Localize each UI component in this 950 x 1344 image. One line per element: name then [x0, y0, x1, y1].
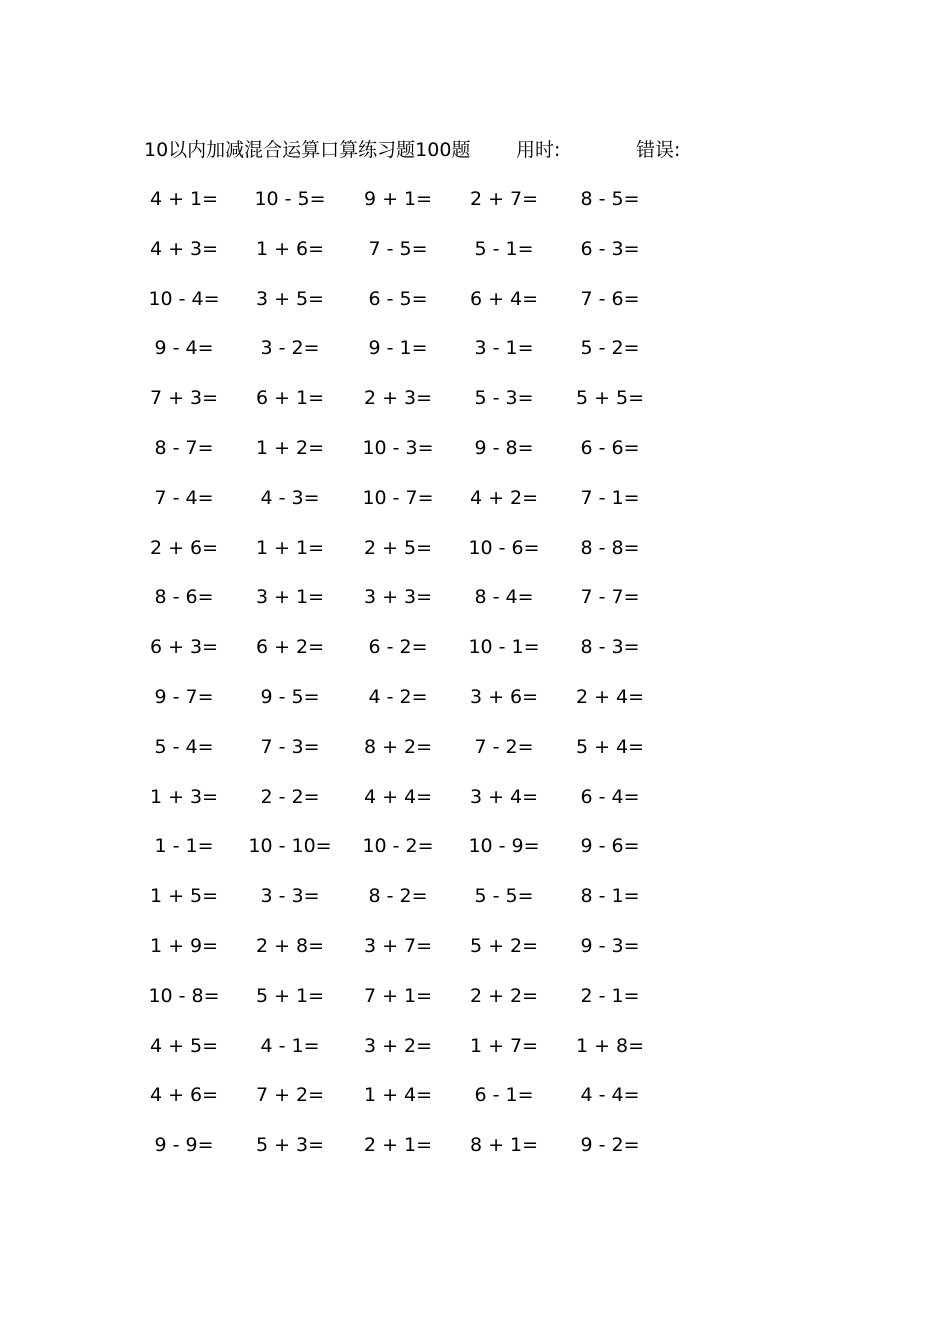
math-problem: 4 + 5= [149, 1035, 219, 1057]
math-problem: 4 + 4= [363, 786, 433, 808]
math-problem: 3 + 5= [255, 288, 325, 310]
math-problem: 8 - 4= [474, 586, 534, 608]
math-problem: 6 - 5= [368, 288, 428, 310]
math-problem: 7 - 4= [154, 487, 214, 509]
math-problem: 3 + 3= [363, 586, 433, 608]
math-problem: 8 - 3= [580, 636, 640, 658]
math-problem: 5 - 5= [474, 885, 534, 907]
math-problem: 1 + 7= [469, 1035, 539, 1057]
math-problem: 8 - 8= [580, 537, 640, 559]
math-problem: 6 - 4= [580, 786, 640, 808]
math-problem: 9 - 2= [580, 1134, 640, 1156]
math-problem: 5 - 1= [474, 238, 534, 260]
math-problem: 1 + 5= [149, 885, 219, 907]
math-problem: 7 - 5= [368, 238, 428, 260]
math-problem: 9 - 6= [580, 835, 640, 857]
math-problem: 8 - 7= [154, 437, 214, 459]
math-problem: 9 - 1= [368, 337, 428, 359]
math-problem: 3 - 2= [260, 337, 320, 359]
math-problem: 7 - 7= [580, 586, 640, 608]
math-problem: 10 - 8= [148, 985, 220, 1007]
math-problem: 7 - 2= [474, 736, 534, 758]
math-problem: 9 - 3= [580, 935, 640, 957]
math-problem: 6 + 4= [469, 288, 539, 310]
math-problem: 7 + 2= [255, 1084, 325, 1106]
math-problem: 5 - 2= [580, 337, 640, 359]
math-problem: 4 - 2= [368, 686, 428, 708]
math-problem: 2 + 8= [255, 935, 325, 957]
math-problem: 5 + 2= [469, 935, 539, 957]
math-problem: 3 + 7= [363, 935, 433, 957]
math-problem: 7 - 6= [580, 288, 640, 310]
math-problem: 10 - 6= [468, 537, 540, 559]
math-problem: 10 - 10= [248, 835, 332, 857]
math-problem: 1 + 4= [363, 1084, 433, 1106]
math-problem: 10 - 2= [362, 835, 434, 857]
math-problem: 4 + 3= [149, 238, 219, 260]
math-problem: 9 - 4= [154, 337, 214, 359]
math-problem: 4 + 6= [149, 1084, 219, 1106]
math-problem: 6 - 6= [580, 437, 640, 459]
math-problem: 8 - 1= [580, 885, 640, 907]
math-problem: 8 - 5= [580, 188, 640, 210]
math-problem: 5 - 4= [154, 736, 214, 758]
math-problem: 2 + 3= [363, 387, 433, 409]
math-problem: 5 + 3= [255, 1134, 325, 1156]
math-problem: 7 + 1= [363, 985, 433, 1007]
math-problem: 6 - 3= [580, 238, 640, 260]
math-problem: 6 - 1= [474, 1084, 534, 1106]
math-problem: 10 - 1= [468, 636, 540, 658]
math-problem: 10 - 9= [468, 835, 540, 857]
math-problem: 8 - 2= [368, 885, 428, 907]
math-problem: 2 + 2= [469, 985, 539, 1007]
math-problem: 1 + 3= [149, 786, 219, 808]
math-problem: 10 - 3= [362, 437, 434, 459]
math-problem: 3 + 6= [469, 686, 539, 708]
math-problem: 1 + 8= [575, 1035, 645, 1057]
math-problem: 2 + 5= [363, 537, 433, 559]
math-problem: 7 + 3= [149, 387, 219, 409]
math-problem: 2 + 7= [469, 188, 539, 210]
math-problem: 2 + 4= [575, 686, 645, 708]
math-problem: 4 - 3= [260, 487, 320, 509]
math-problem: 9 - 7= [154, 686, 214, 708]
math-problem: 9 - 8= [474, 437, 534, 459]
math-problem: 5 + 1= [255, 985, 325, 1007]
math-problem: 1 + 6= [255, 238, 325, 260]
math-problem: 1 + 9= [149, 935, 219, 957]
math-problem: 5 + 5= [575, 387, 645, 409]
math-problem: 9 - 5= [260, 686, 320, 708]
math-problem: 4 - 4= [580, 1084, 640, 1106]
time-used-label: 用时: [516, 139, 561, 161]
math-problem: 6 + 3= [149, 636, 219, 658]
math-problem: 1 + 1= [255, 537, 325, 559]
math-problem: 5 - 3= [474, 387, 534, 409]
math-problem: 3 + 2= [363, 1035, 433, 1057]
math-problem: 2 + 6= [149, 537, 219, 559]
math-problem: 7 - 3= [260, 736, 320, 758]
math-problem: 10 - 5= [254, 188, 326, 210]
math-problem: 6 + 1= [255, 387, 325, 409]
math-problem: 2 - 1= [580, 985, 640, 1007]
math-problem: 4 - 1= [260, 1035, 320, 1057]
math-problem: 8 - 6= [154, 586, 214, 608]
math-problem: 7 - 1= [580, 487, 640, 509]
math-problem: 4 + 2= [469, 487, 539, 509]
math-problem: 8 + 1= [469, 1134, 539, 1156]
math-problem: 3 + 1= [255, 586, 325, 608]
math-problem: 10 - 4= [148, 288, 220, 310]
math-problem: 3 - 3= [260, 885, 320, 907]
math-problem: 3 + 4= [469, 786, 539, 808]
worksheet-title: 10以内加减混合运算口算练习题100题 [144, 139, 471, 161]
math-problem: 8 + 2= [363, 736, 433, 758]
error-count-label: 错误: [636, 139, 681, 161]
math-problem: 2 - 2= [260, 786, 320, 808]
math-problem: 3 - 1= [474, 337, 534, 359]
math-problem: 2 + 1= [363, 1134, 433, 1156]
math-problem: 6 + 2= [255, 636, 325, 658]
math-problem: 5 + 4= [575, 736, 645, 758]
math-problem: 1 - 1= [154, 835, 214, 857]
math-problem: 9 + 1= [363, 188, 433, 210]
math-problem: 6 - 2= [368, 636, 428, 658]
math-problem: 1 + 2= [255, 437, 325, 459]
math-problem: 9 - 9= [154, 1134, 214, 1156]
math-problem: 10 - 7= [362, 487, 434, 509]
math-problem: 4 + 1= [149, 188, 219, 210]
